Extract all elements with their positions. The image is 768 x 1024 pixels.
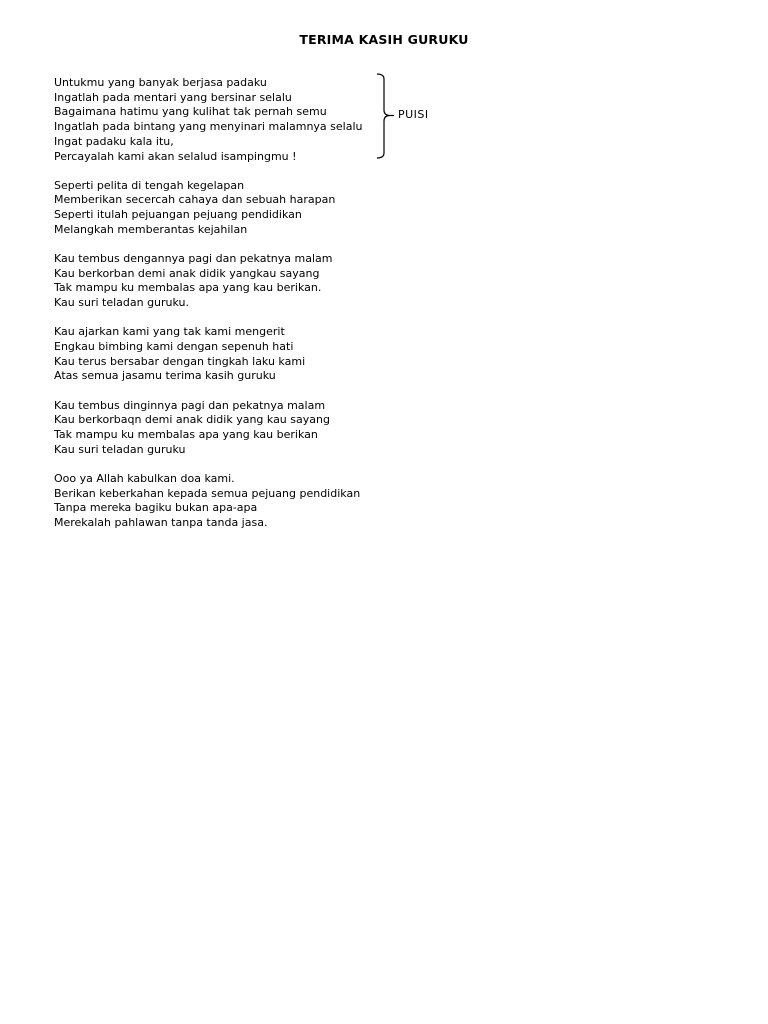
poem-line: Berikan keberkahan kepada semua pejuang pendidikan: [54, 486, 361, 500]
poem-stanza: [54, 76, 384, 164]
poem-line: Tanpa mereka bagiku bukan apa-apa: [54, 501, 258, 515]
poem-line: Ooo ya Allah kabulkan doa kami.: [54, 471, 235, 485]
poem-line: Kau berkorbaqn demi anak didik yang kau sayang: [54, 413, 330, 427]
puisi-annotation: PUISI: [398, 108, 429, 121]
poem-line: Ingatlah pada mentari yang bersinar selalu: [54, 90, 292, 104]
poem-line: Kau ajarkan kami yang tak kami mengerit: [54, 325, 285, 339]
poem-line: Atas semua jasamu terima kasih guruku: [54, 369, 276, 383]
poem-line: Kau suri teladan guruku.: [54, 296, 190, 310]
poem-body: [54, 76, 384, 545]
poem-line: Untukmu yang banyak berjasa padaku: [54, 76, 267, 89]
poem-line: Kau tembus dinginnya pagi dan pekatnya malam: [54, 398, 326, 412]
poem-line: Kau suri teladan guruku: [54, 442, 186, 456]
poem-line: Seperti pelita di tengah kegelapan: [54, 178, 245, 192]
poem-stanza: [54, 252, 384, 311]
poem-line: Memberikan secercah cahaya dan sebuah harapan: [54, 193, 336, 207]
poem-line: Seperti itulah pejuangan pejuang pendidikan: [54, 208, 302, 222]
page-title: TERIMA KASIH GURUKU: [299, 32, 469, 47]
poem-line: Kau berkorban demi anak didik yangkau sayang: [54, 266, 320, 280]
poem-line: Tak mampu ku membalas apa yang kau berikan.: [54, 281, 322, 295]
poem-line: Bagaimana hatimu yang kulihat tak pernah semu: [54, 105, 327, 119]
poem-line: Ingat padaku kala itu,: [54, 134, 174, 148]
poem-line: Kau tembus dengannya pagi dan pekatnya malam: [54, 252, 333, 266]
poem-line: Percayalah kami akan selalud isampingmu !: [54, 149, 297, 163]
poem-stanza: [54, 399, 384, 458]
poem-line: Ingatlah pada bintang yang menyinari malamnya selalu: [54, 120, 363, 134]
poem-line: Merekalah pahlawan tanpa tanda jasa.: [54, 516, 268, 530]
poem-stanza: [54, 472, 384, 531]
poem-line: Engkau bimbing kami dengan sepenuh hati: [54, 340, 294, 354]
poem-stanza: [54, 325, 384, 384]
poem-line: Tak mampu ku membalas apa yang kau berikan: [54, 428, 318, 442]
right-brace-icon: [375, 73, 395, 159]
poem-line: Melangkah memberantas kejahilan: [54, 222, 248, 236]
poem-line: Kau terus bersabar dengan tingkah laku kami: [54, 354, 306, 368]
poem-stanza: [54, 179, 384, 238]
